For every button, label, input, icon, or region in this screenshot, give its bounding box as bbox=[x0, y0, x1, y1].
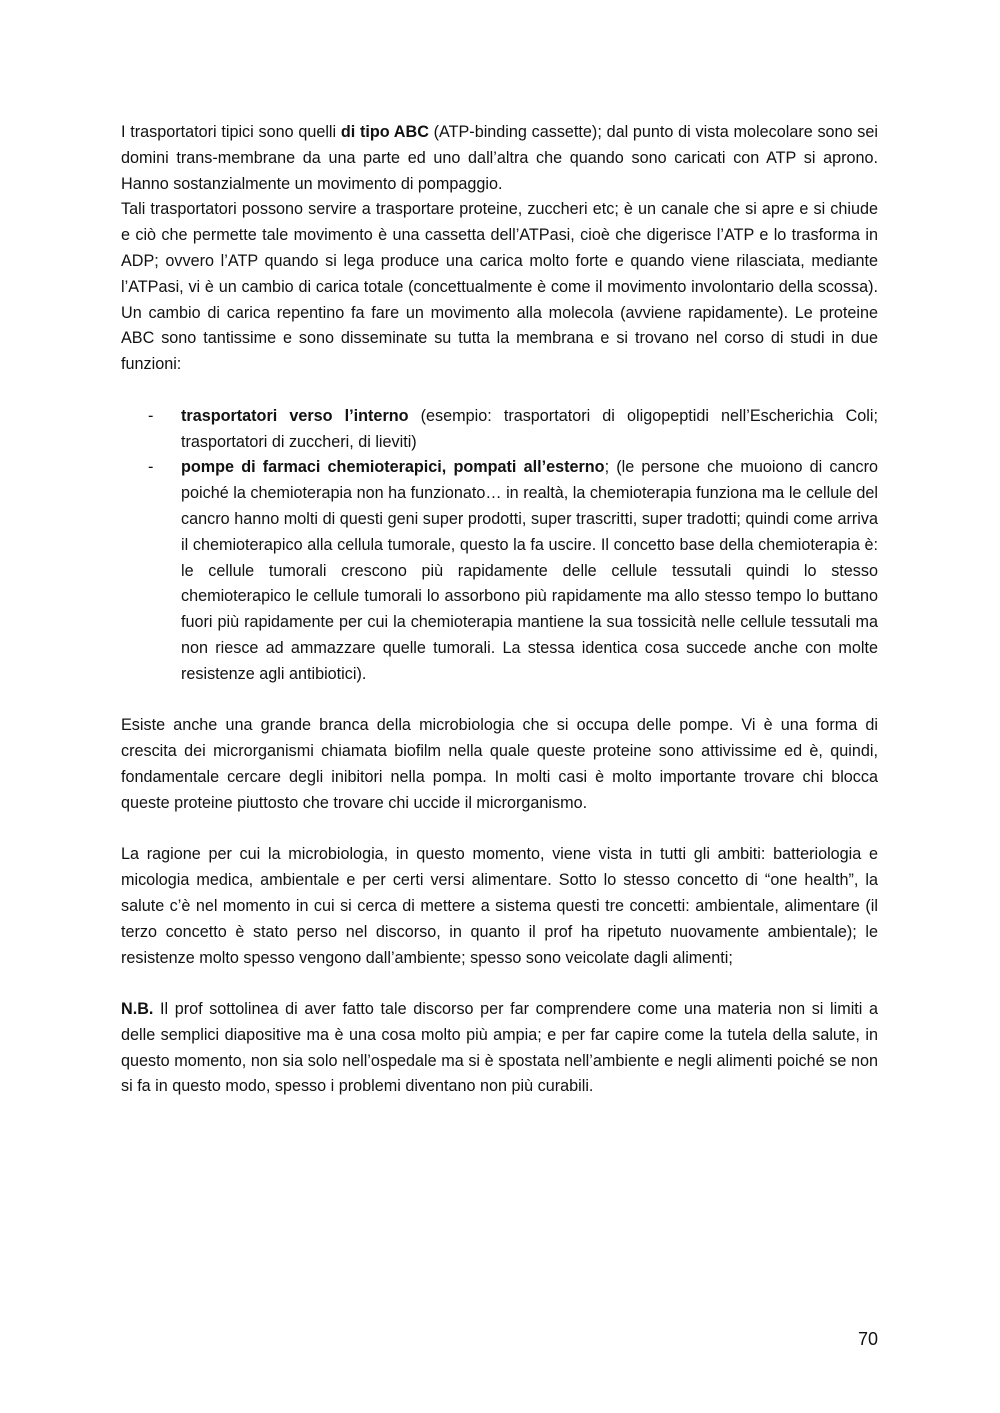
functions-list bbox=[121, 404, 878, 688]
bold-term: trasportatori verso l’interno bbox=[181, 406, 409, 425]
list-item-text: ; (le persone che muoiono di cancro poiché la chemioterapia non ha funzionato… in realtà, la chemioterapia funziona ma le cellule del cancro hanno molti di questi geni super prodotti, super trascritti, super tradotti; quindi come arriva il chemioterapico alla cellula tumorale, questo la fa uscire. Il concetto base della chemioterapia è: le cellule tumorali crescono più rapidamente delle cellule tessutali quindi lo stesso chemioterapico le cellule tumorali lo assorbono più rapidamente ma allo stesso tempo lo buttano fuori più rapidamente per cui la chemioterapia mantiene la sua tossicità nelle cellule tessutali ma non riesce ad ammazzare quelle tumorali. La stessa identica cosa succede anche con molte resistenze agli antibiotici). bbox=[181, 458, 878, 683]
paragraph-one-health: La ragione per cui la microbiologia, in questo momento, viene vista in tutti gli ambiti: batteriologia e micologia medica, ambientale e per certi versi alimentare. Sotto lo stesso concetto di “one health”, la salute c’è nel momento in cui si cerca di mettere a sistema questi tre concetti: ambientale, alimentare (il terzo concetto è stato perso nel discorso, in quanto il prof ha ripetuto nuovamente ambientale); le resistenze molto spesso vengono dall’ambiente; spesso sono veicolate dagli alimenti; bbox=[121, 845, 878, 967]
paragraph-pumps: Esiste anche una grande branca della microbiologia che si occupa delle pompe. Vi è una forma di crescita dei microrganismi chiamata biofilm nella quale queste proteine sono attivissime ed è, quindi, fondamentale cercare degli inibitori nella pompa. In molti casi è molto importante trovare chi blocca queste proteine piuttosto che trovare chi uccide il microrganismo. bbox=[121, 716, 878, 812]
page-body bbox=[121, 120, 878, 1100]
bold-term-abc: di tipo ABC bbox=[340, 123, 429, 141]
note-text: Il prof sottolinea di aver fatto tale discorso per far comprendere come una materia non si limiti a delle semplici diapositive ma è una cosa molto più ampia; e per far capire come la tutela della salute, in questo momento, non sia solo nell’ospedale ma si è spostata nell’ambiente e negli alimenti poiché se non si fa in questo modo, spesso i problemi diventano non più curabili. bbox=[121, 1000, 878, 1096]
paragraph-note bbox=[121, 997, 878, 1100]
dash-bullet: - bbox=[148, 458, 154, 477]
dash-bullet: - bbox=[148, 406, 154, 425]
spacer bbox=[121, 378, 878, 404]
paragraph-text: I trasportatori tipici sono quelli bbox=[121, 123, 341, 141]
list-item bbox=[121, 455, 878, 687]
paragraph-abc-transporters bbox=[121, 120, 878, 197]
paragraph-transporter-function: Tali trasportatori possono servire a trasportare proteine, zuccheri etc; è un canale che si apre e si chiude e ciò che permette tale movimento è una cassetta dell’ATPasi, cioè che digerisce l’ATP e lo trasforma in ADP; ovvero l’ATP quando si lega produce una carica molto forte e quando viene rilasciata, mediante l’ATPasi, vi è un cambio di carica totale (concettualmente è come il movimento involontario della scossa). Un cambio di carica repentino fa fare un movimento alla molecola (avviene rapidamente). Le proteine ABC sono tantissime e sono disseminate su tutta la membrana e si trovano nel corso di studi in due funzioni: bbox=[121, 200, 878, 374]
spacer bbox=[121, 971, 878, 997]
list-item-text: (esempio: trasportatori di oligopeptidi nell’Escherichia Coli; trasportatori di zuccheri, di lieviti) bbox=[181, 406, 878, 451]
note-label: N.B. bbox=[121, 1000, 154, 1019]
spacer bbox=[121, 688, 878, 714]
spacer bbox=[121, 817, 878, 843]
page-number: 70 bbox=[857, 1329, 878, 1349]
bold-term: pompe di farmaci chemioterapici, pompati all’esterno bbox=[181, 458, 605, 477]
paragraph-text: (ATP-binding cassette); dal punto di vista molecolare sono sei domini trans-membrane da una parte ed uno dall’altra che quando sono caricati con ATP si aprono. Hanno sostanzialmente un movimento di pompaggio. bbox=[121, 123, 878, 193]
list-item bbox=[121, 404, 878, 456]
